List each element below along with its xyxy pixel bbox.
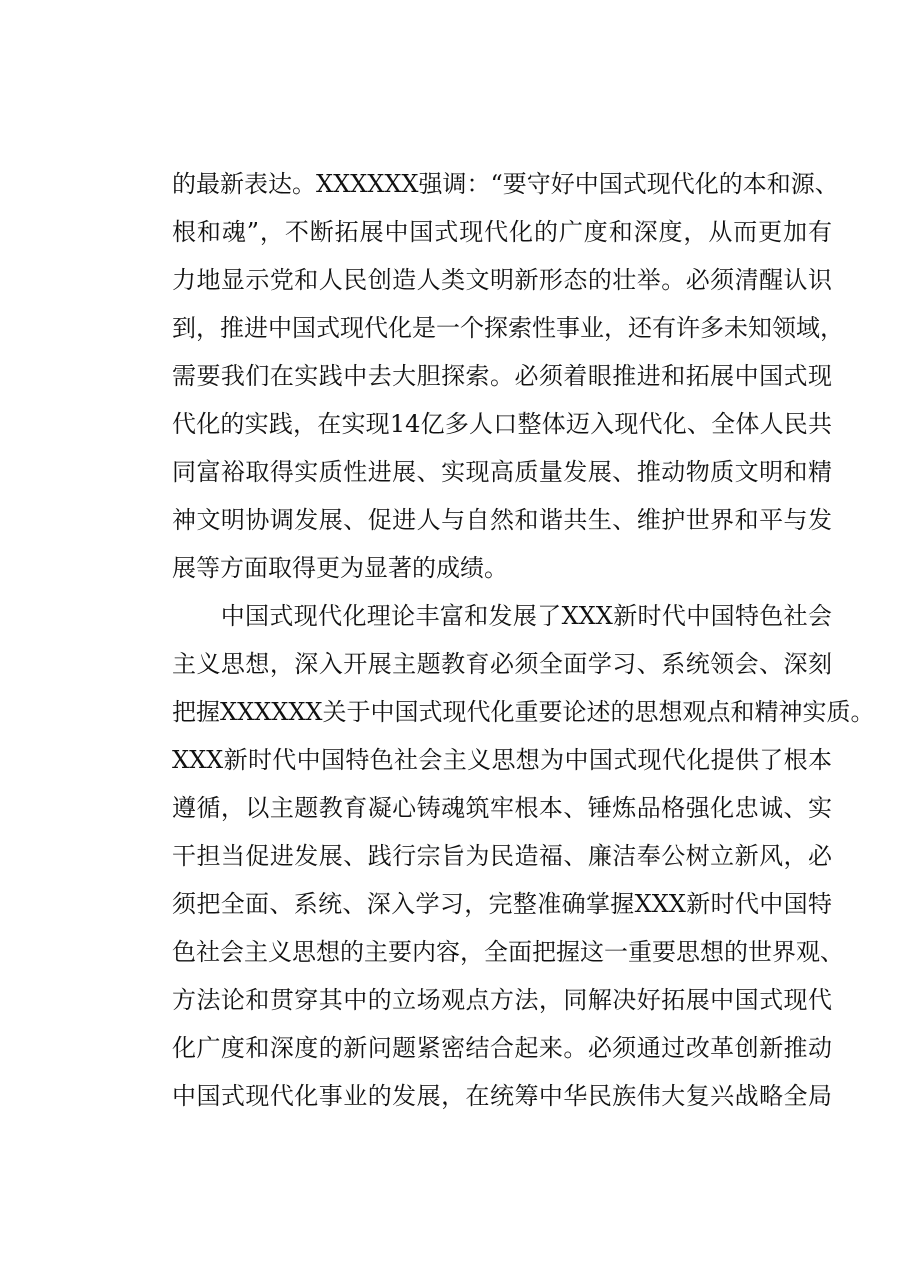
text-line: 须把全面、系统、深入学习，完整准确掌握XXX新时代中国特 — [172, 890, 832, 918]
text-line: 把握XXXXXX关于中国式现代化重要论述的思想观点和精神实质。 — [172, 698, 875, 726]
text-line: 化广度和深度的新问题紧密结合起来。必须通过改革创新推动 — [172, 1034, 832, 1062]
text-line: 干担当促进发展、践行宗旨为民造福、廉洁奉公树立新风，必 — [172, 842, 832, 870]
text-line: 的最新表达。XXXXXX强调：“要守好中国式现代化的本和源、 — [172, 170, 839, 198]
text-line: XXX新时代中国特色社会主义思想为中国式现代化提供了根本 — [172, 746, 832, 774]
body-text — [172, 160, 875, 1120]
text-line: 代化的实践，在实现14亿多人口整体迈入现代化、全体人民共 — [172, 410, 832, 438]
text-line: 中国式现代化理论丰富和发展了XXX新时代中国特色社会 — [172, 602, 832, 630]
text-line: 色社会主义思想的主要内容，全面把握这一重要思想的世界观、 — [172, 938, 844, 966]
text-line: 需要我们在实践中去大胆探索。必须着眼推进和拓展中国式现 — [172, 362, 832, 390]
text-line: 方法论和贯穿其中的立场观点方法，同解决好拓展中国式现代 — [172, 986, 832, 1014]
text-line: 力地显示党和人民创造人类文明新形态的壮举。必须清醒认识 — [172, 266, 832, 294]
text-line: 同富裕取得实质性进展、实现高质量发展、推动物质文明和精 — [172, 458, 832, 486]
text-line: 到，推进中国式现代化是一个探索性事业，还有许多未知领域， — [172, 314, 844, 342]
text-line: 中国式现代化事业的发展，在统筹中华民族伟大复兴战略全局 — [172, 1082, 832, 1110]
text-line: 遵循，以主题教育凝心铸魂筑牢根本、锤炼品格强化忠诚、实 — [172, 794, 832, 822]
text-line: 主义思想，深入开展主题教育必须全面学习、系统领会、深刻 — [172, 650, 832, 678]
text-line: 根和魂”，不断拓展中国式现代化的广度和深度，从而更加有 — [172, 218, 832, 246]
text-line: 神文明协调发展、促进人与自然和谐共生、维护世界和平与发 — [172, 506, 832, 534]
text-line: 展等方面取得更为显著的成绩。 — [172, 554, 508, 582]
